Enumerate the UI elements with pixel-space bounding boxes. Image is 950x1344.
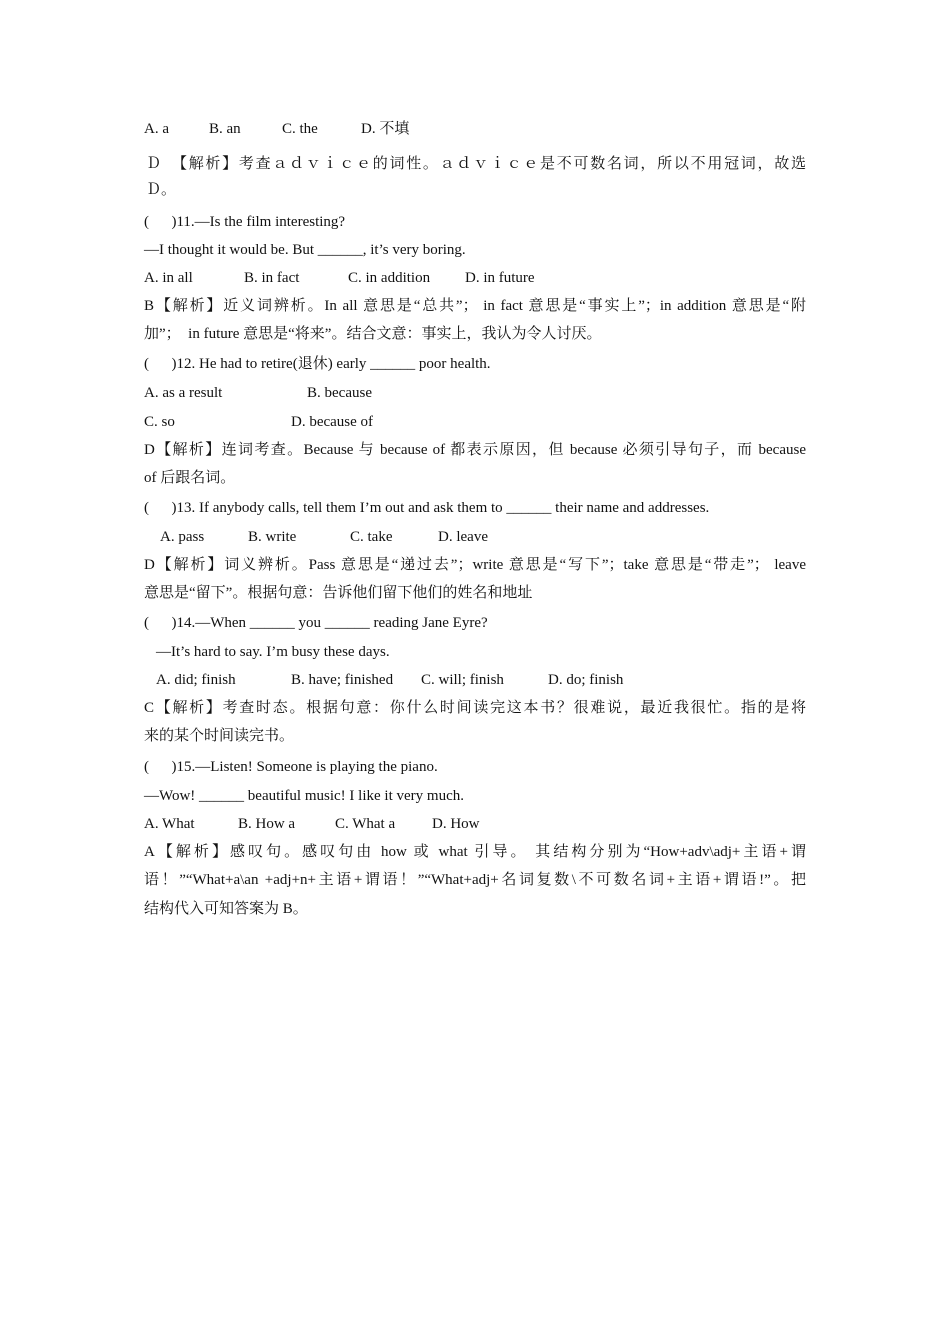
option-d: D. leave [438, 529, 488, 545]
option-a: A. in all [144, 270, 193, 286]
option-a: A. What [144, 816, 195, 832]
option-b: B. have; finished [291, 672, 394, 688]
q13-answer-line2: 意思是“留下”。根据句意：告诉他们留下他们的姓名和地址 [144, 585, 533, 601]
q12-answer-line1: D【解析】连词考查。Because 与 because of 都表示原因，但 because 必须引导句子，而 because [144, 442, 806, 458]
q12-options-row2 [144, 412, 373, 432]
q13-answer-line1: D【解析】词义辨析。Pass 意思是“递过去”；write 意思是“写下”；take 意思是“带走”； leave [144, 557, 806, 573]
option-b: B. in fact [244, 270, 300, 286]
q10-answer-line2: Ｄ。 [146, 182, 177, 198]
option-c: C. the [282, 121, 318, 137]
option-d: D. 不填 [361, 121, 410, 137]
q15-answer-line2: 语！”“What+a\an +adj+n+主语+谓语！”“What+adj+名词复数\不可数名词+主语+谓语!”。把 [144, 872, 806, 888]
option-c: C. so [144, 414, 175, 430]
option-d: D. How [432, 816, 480, 832]
q12-answer-line2: of 后跟名词。 [144, 470, 236, 486]
q15-stem: ( )15.—Listen! Someone is playing the piano. [144, 759, 438, 775]
q13-options [160, 527, 488, 547]
q15-answer-line1: A【解析】感叹句。感叹句由 how 或 what 引导。 其结构分别为“How+adv\adj+主语+谓 [144, 844, 806, 860]
option-d: D. do; finish [548, 672, 624, 688]
option-b: B. because [307, 385, 372, 401]
option-a: A. a [144, 121, 169, 137]
q12-stem: ( )12. He had to retire(退休) early ______ poor health. [144, 356, 491, 372]
option-a: A. did; finish [156, 672, 236, 688]
q14-options [156, 670, 623, 690]
option-a: A. pass [160, 529, 205, 545]
option-d: D. because of [291, 414, 374, 430]
q11-line2: —I thought it would be. But ______, it’s very boring. [144, 242, 466, 258]
option-d: D. in future [465, 270, 535, 286]
q15-line2: —Wow! ______ beautiful music! I like it very much. [144, 788, 464, 804]
q15-options [144, 814, 480, 834]
option-c: C. in addition [348, 270, 431, 286]
option-c: C. take [350, 529, 393, 545]
q11-stem: ( )11.—Is the film interesting? [144, 214, 346, 230]
q11-answer-line1: B【解析】近义词辨析。In all 意思是“总共”； in fact 意思是“事实上”；in addition 意思是“附 [144, 298, 806, 314]
q12-options-row1 [144, 383, 372, 403]
q14-stem: ( )14.—When ______ you ______ reading Jane Eyre? [144, 615, 488, 631]
option-b: B. an [209, 121, 241, 137]
q11-answer-line2: 加”； in future 意思是“将来”。结合文意：事实上，我认为令人讨厌。 [144, 326, 602, 342]
q14-line2: —It’s hard to say. I’m busy these days. [156, 644, 390, 660]
q14-answer-line1: C【解析】考查时态。根据句意：你什么时间读完这本书？很难说，最近我很忙。指的是将 [144, 700, 806, 716]
q11-options [144, 268, 535, 288]
q15-answer-line3: 结构代入可知答案为 B。 [144, 901, 308, 917]
q14-answer-line2: 来的某个时间读完书。 [144, 728, 295, 744]
option-c: C. What a [335, 816, 396, 832]
option-a: A. as a result [144, 385, 223, 401]
option-b: B. How a [238, 816, 296, 832]
option-c: C. will; finish [421, 672, 504, 688]
q10-answer-line1: Ｄ 【解析】考查ａｄｖｉｃｅ的词性。ａｄｖｉｃｅ是不可数名词，所以不用冠词，故选 [146, 156, 806, 172]
option-b: B. write [248, 529, 297, 545]
q13-stem: ( )13. If anybody calls, tell them I’m out and ask them to ______ their name and addresses. [144, 500, 710, 516]
q10-options [144, 119, 409, 139]
